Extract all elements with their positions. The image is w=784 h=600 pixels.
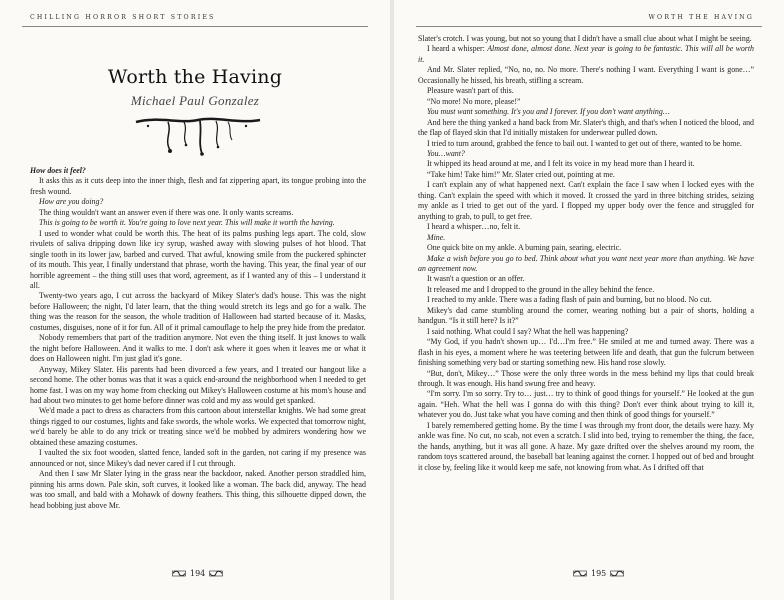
paragraph <box>30 218 366 228</box>
right-page <box>394 0 784 600</box>
paragraph <box>30 229 366 292</box>
paragraph <box>418 285 754 295</box>
paragraph <box>30 333 366 364</box>
paragraph-text: “But, don't, Mikey…” Those were the only three words in the mess behind my lips that could break through. It was enough. His hand swung free and heavy. <box>418 368 754 388</box>
running-head: WORTH THE HAVING <box>648 14 754 21</box>
paragraph-text: It wasn't a question or an offer. <box>427 274 525 284</box>
paragraph-text: Anyway, Mikey Slater. His parents had been divorced a few years, and I treated our hangout like a second home. The other bonus was that it was a quick end-around the neighborhood when I needed to get home fast. I was on my way home from checking out Mikey's Halloween costume at his mom's house and had about two minutes to get home before dinner was cold and my ass would get spanked. <box>30 364 366 405</box>
paragraph <box>418 139 754 149</box>
paragraph <box>418 327 754 337</box>
paragraph <box>30 208 366 218</box>
paragraph-text: “No more! No more, please!” <box>427 96 521 106</box>
paragraph-text: I used to wonder what could be worth this. The heat of its palms pushing legs apart. The cold, slow rivulets of saliva dripping down like icy syrup, washed away with slowing pulses of hot blood. That single tooth in its lower jaw, barbed and curved. That awful, knowing smile from the puckered sphincter of its mouth. This year, I finally understand that phrase, worth the having. This year, the final year of our horrible agreement – the thing still uses that word, agreement, as if I wanted any of this – I understand it all. <box>30 228 366 290</box>
paragraph-text: It whipped its head around at me, and I felt its voice in my head more than I heard it. <box>427 159 695 169</box>
paragraph-text: Pleasure wasn't part of this. <box>427 86 514 96</box>
paragraph <box>418 369 754 390</box>
paragraph-text: One quick bite on my ankle. A burning pain, searing, electric. <box>427 243 622 253</box>
paragraph-text: Make a wish before you go to bed. Think about what you want next year more than anything. We have an agreement now. <box>418 253 754 273</box>
paragraph <box>418 34 754 44</box>
paragraph <box>418 180 754 222</box>
skull-swirl-icon <box>573 570 587 577</box>
paragraph <box>418 243 754 253</box>
paragraph-text: It asks this as it cuts deep into the inner thigh, flesh and fat zippering apart, its tongue probing into the fresh wound. <box>30 176 366 196</box>
paragraph <box>30 176 366 197</box>
paragraph-text: We'd made a pact to dress as characters from this cartoon about interstellar knights. We had some great things rigged to our costumes, lights and fake swords, the whole works. We expected that tomorrow night, we'd barely be able to do any trick or treating since we'd be mobbed by admirers wondering how we obtained these amazing costumes. <box>30 406 366 447</box>
paragraph-text: It released me and I dropped to the ground in the alley behind the fence. <box>427 284 655 294</box>
left-page <box>0 0 390 600</box>
paragraph-text: “My God, if you hadn't shown up… I'd…I'm free.” He smiled at me and turned away. There was a flash in his eyes, a moment where he was teetering between life and death, that gun the fulcrum between finishing something very bad or starting something new. His hand rose slowly. <box>418 337 754 368</box>
running-head: CHILLING HORROR SHORT STORIES <box>30 14 216 21</box>
paragraph-text: And here the thing yanked a hand back from Mr. Slater's thigh, and that's when I noticed the blood, and the flap of flayed skin that I'd initially mistaken for underwear pulled down. <box>418 117 754 138</box>
paragraph <box>30 406 366 448</box>
paragraph <box>418 274 754 284</box>
skull-swirl-icon <box>610 570 624 577</box>
paragraph-text: How are you doing? <box>39 197 104 207</box>
paragraph <box>418 65 754 86</box>
paragraph-text: I heard a whisper: <box>427 44 488 54</box>
paragraph-text: You must want something. It's you and I forever. If you don't want anything… <box>427 107 670 117</box>
paragraph-text: How does it feel? <box>30 166 86 175</box>
paragraph-text: I can't explain any of what happened next. Can't explain the face I saw when I locked eyes with the thing. Can't explain the speed with which it moved. It crossed the yard in three bitching strides, seizing my ankle as I tried to get out of the yard. I flopped my upper body over the fence and struggled for anything to grab, to pull, to get free. <box>418 180 754 221</box>
paragraph-text: I heard a whisper…no, felt it. <box>427 222 521 232</box>
paragraph <box>418 233 754 243</box>
story-author: Michael Paul Gonzalez <box>130 93 260 108</box>
paragraph <box>418 295 754 305</box>
paragraph-text: Mine. <box>427 232 446 242</box>
paragraph <box>30 365 366 407</box>
paragraph-text: I barely remembered getting home. By the time I was through my front door, the details were hazy. My ankle was fine. No cut, no scab, not even a scratch. I slid into bed, trying to remember the thing, the face, the hands, anything, but it was all gone. A haze. My gaze drifted over the shelves around my room, the random toys scattered around, the baseball bat leaning against the corner. I hopped out of bed and brought it close by, feeling like it would keep me safe, not knowing from what. As I drifted off that <box>418 420 754 472</box>
paragraph <box>418 306 754 327</box>
paragraph-text: You…want? <box>427 148 465 158</box>
paragraph-text: The thing wouldn't want an answer even if there was one. It only wants screams. <box>39 207 294 217</box>
paragraph <box>418 149 754 159</box>
paragraph <box>418 107 754 117</box>
paragraph <box>418 170 754 180</box>
skull-swirl-icon <box>172 570 186 577</box>
paragraph-text: I reached to my ankle. There was a fading flash of pain and burning, but no blood. No cut. <box>427 295 712 305</box>
paragraph <box>418 337 754 368</box>
paragraph-text: Slater's crotch. I was young, but not so young that I didn't have a small clue about what I might be seeing. <box>418 34 752 43</box>
paragraph-text: I vaulted the six foot wooden, slatted fence, landed soft in the garden, not caring if my presence was announced or not, since Mikey's dad never cared if I cut through. <box>30 448 366 468</box>
paragraph-text: I said nothing. What could I say? What the hell was happening? <box>427 326 629 336</box>
paragraph-text: And then I saw Mr Slater lying in the grass near the backdoor, naked. Another person straddled him, pinning his arms down. Pale skin, soft curves, it looked like a woman. The back did, anyway. The head was too small, and bald with a Mohawk of downy feathers. This thing, this silhouette dipped down, the head bobbing just above Mr. <box>30 469 366 510</box>
paragraph-text: I tried to turn around, grabbed the fence to bail out. I wanted to get out of there, wanted to be home. <box>427 138 742 148</box>
paragraph <box>418 86 754 96</box>
paragraph <box>30 469 366 511</box>
paragraph <box>418 97 754 107</box>
page-number: 194 <box>190 569 206 578</box>
paragraph-text: “Take him! Take him!” Mr. Slater cried out, pointing at me. <box>427 169 615 179</box>
page-folio <box>172 569 223 578</box>
paragraph <box>418 118 754 139</box>
header-rule <box>22 26 368 27</box>
page-folio <box>573 569 624 578</box>
story-title: Worth the Having <box>107 66 283 88</box>
paragraph-text: Mikey's dad came stumbling around the corner, wearing nothing but a pair of shorts, holding a handgun. “Is it still here? Is it?” <box>418 305 754 326</box>
paragraph-text: Twenty-two years ago, I cut across the backyard of Mikey Slater's dad's house. This was the night before Halloween; the night, I'd later learn, that the thing would stretch its legs and go for a walk. The thing was the reason for the season, the whole tradition of Halloween had started because of it. Masks, costumes, disguises, none of it for fun. All of it primal camouflage to help the prey hide from the predator. <box>30 291 366 332</box>
paragraph <box>418 222 754 232</box>
paragraph-text: “I'm sorry. I'm so sorry. Try to… just… try to think of good things for yourself.” He looked at the gun again. “Heh. What the hell was I gonna do with this thing? Don't ever think about trying to kill it, whatever you do. Just take what you have coming and then think of good things for yourself.” <box>418 389 754 420</box>
paragraph <box>418 389 754 420</box>
paragraph-italic-text: Almost done, almost done. Next year is going to be fantastic. This will all be worth it. <box>418 44 754 64</box>
paragraph <box>30 197 366 207</box>
paragraph <box>418 159 754 169</box>
header-rule <box>416 26 762 27</box>
right-page-body <box>418 34 754 473</box>
paragraph <box>418 254 754 275</box>
skull-swirl-icon <box>209 570 223 577</box>
paragraph <box>30 448 366 469</box>
paragraph <box>418 44 754 65</box>
paragraph-text: This is going to be worth it. You're going to love next year. This will make it worth the having. <box>39 218 335 228</box>
paragraph <box>418 421 754 473</box>
left-page-body <box>30 166 366 511</box>
ink-splatter-icon <box>128 110 268 156</box>
paragraph <box>30 166 366 176</box>
paragraph-text: And Mr. Slater replied, “No, no, no. No more. There's nothing I want. Everything I want is gone…” Occasionally he hissed, his breath, stifling a scream. <box>418 65 754 85</box>
paragraph-text: Nobody remembers that part of the tradition anymore. Not even the thing itself. It just knows to walk the night before Halloween. And it walks to me. I don't ask where it goes when it leaves me or what it does on Halloween night. I'm just glad it's gone. <box>30 333 366 364</box>
page-number: 195 <box>591 569 607 578</box>
paragraph <box>30 291 366 333</box>
